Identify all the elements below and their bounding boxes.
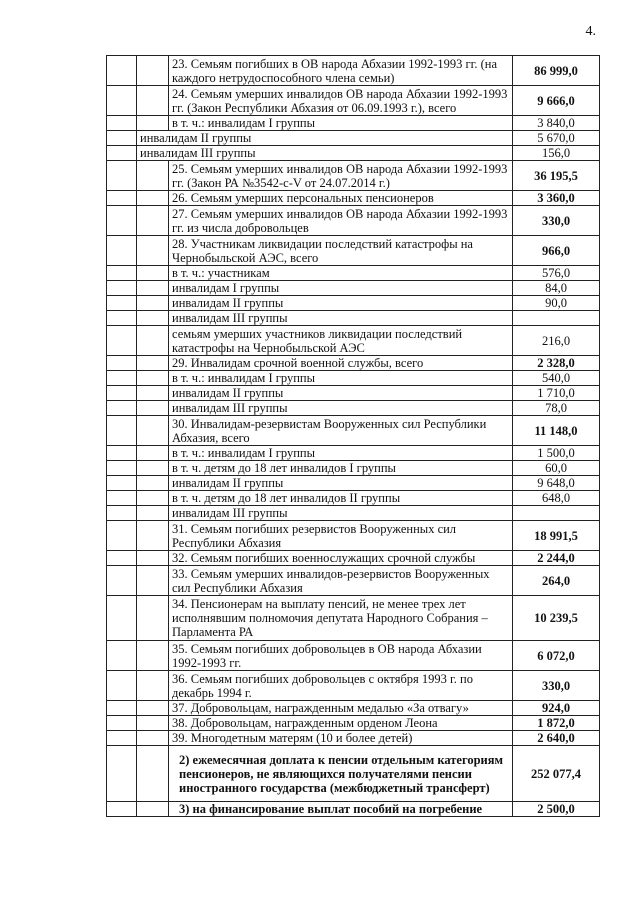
table-row [107,326,600,356]
empty-cell [137,296,169,311]
empty-cell [107,311,137,326]
row-description: в т. ч.: инвалидам I группы [169,446,513,461]
empty-cell [107,566,137,596]
row-description: 3) на финансирование выплат пособий на погребение [169,802,513,817]
row-amount: 9 648,0 [513,476,600,491]
row-amount: 216,0 [513,326,600,356]
row-amount: 5 670,0 [513,131,600,146]
empty-cell [107,416,137,446]
empty-cell [107,746,137,802]
row-amount: 156,0 [513,146,600,161]
row-description: 34. Пенсионерам на выплату пенсий, не менее трех лет исполнявшим полномочия депутата Народного Собрания – Парламента РА [169,596,513,641]
empty-cell [137,116,169,131]
row-amount: 60,0 [513,461,600,476]
table-row [107,476,600,491]
row-description: 39. Многодетным матерям (10 и более детей) [169,731,513,746]
row-amount [513,311,600,326]
row-amount: 540,0 [513,371,600,386]
empty-cell [137,206,169,236]
row-amount: 3 840,0 [513,116,600,131]
empty-cell [107,296,137,311]
empty-cell [137,401,169,416]
row-amount: 1 872,0 [513,716,600,731]
table-row [107,56,600,86]
table-row [107,386,600,401]
empty-cell [137,746,169,802]
empty-cell [107,521,137,551]
empty-cell [137,701,169,716]
row-amount: 84,0 [513,281,600,296]
empty-cell [107,116,137,131]
row-amount: 10 239,5 [513,596,600,641]
row-description: 36. Семьям погибших добровольцев с октября 1993 г. по декабрь 1994 г. [169,671,513,701]
empty-cell [107,131,137,146]
row-description: 37. Добровольцам, награжденным медалью «За отвагу» [169,701,513,716]
row-description: 33. Семьям умерших инвалидов-резервистов Вооруженных сил Республики Абхазия [169,566,513,596]
row-amount: 1 710,0 [513,386,600,401]
empty-cell [107,596,137,641]
empty-cell [107,476,137,491]
table-row [107,566,600,596]
empty-cell [107,371,137,386]
table-row [107,746,600,802]
row-description: 29. Инвалидам срочной военной службы, всего [169,356,513,371]
table-row [107,416,600,446]
row-description: инвалидам II группы [169,296,513,311]
table-row [107,161,600,191]
row-amount: 11 148,0 [513,416,600,446]
empty-cell [137,386,169,401]
empty-cell [137,491,169,506]
empty-cell [137,56,169,86]
row-description: 30. Инвалидам-резервистам Вооруженных сил Республики Абхазия, всего [169,416,513,446]
row-amount: 252 077,4 [513,746,600,802]
empty-cell [137,506,169,521]
row-description: 31. Семьям погибших резервистов Вооруженных сил Республики Абхазия [169,521,513,551]
row-description: 25. Семьям умерших инвалидов ОВ народа Абхазии 1992-1993 гг. (Закон РА №3542-с-V от 24.07.2014 г.) [169,161,513,191]
empty-cell [137,311,169,326]
empty-cell [137,802,169,817]
table-row [107,401,600,416]
empty-cell [137,671,169,701]
empty-cell [107,281,137,296]
empty-cell [107,236,137,266]
table-row [107,266,600,281]
page-number: 4. [585,24,596,39]
table-row [107,521,600,551]
row-description: в т. ч.: участникам [169,266,513,281]
row-description: 2) ежемесячная доплата к пенсии отдельным категориям пенсионеров, не являющихся получателями пенсии иностранного государства (межбюджетный трансферт) [169,746,513,802]
table-row [107,116,600,131]
empty-cell [107,191,137,206]
empty-cell [137,566,169,596]
row-amount: 9 666,0 [513,86,600,116]
row-amount: 2 328,0 [513,356,600,371]
empty-cell [107,56,137,86]
table-row [107,671,600,701]
row-description: в т. ч. детям до 18 лет инвалидов I группы [169,461,513,476]
row-amount: 966,0 [513,236,600,266]
row-amount: 576,0 [513,266,600,281]
empty-cell [137,521,169,551]
row-description: 38. Добровольцам, награжденным орденом Леона [169,716,513,731]
empty-cell [107,701,137,716]
empty-cell [137,716,169,731]
table-row [107,311,600,326]
empty-cell [137,371,169,386]
row-amount: 36 195,5 [513,161,600,191]
row-description: инвалидам III группы [169,401,513,416]
table-row [107,596,600,641]
row-description: инвалидам III группы [137,146,513,161]
empty-cell [107,356,137,371]
table-row [107,641,600,671]
table-row [107,461,600,476]
table-row [107,86,600,116]
empty-cell [137,596,169,641]
row-amount: 86 999,0 [513,56,600,86]
row-amount: 924,0 [513,701,600,716]
row-amount: 2 500,0 [513,802,600,817]
row-description: 24. Семьям умерших инвалидов ОВ народа Абхазии 1992-1993 гг. (Закон Республики Абхазия от 06.09.1993 г.), всего [169,86,513,116]
table-row [107,551,600,566]
table-row [107,356,600,371]
row-description: 27. Семьям умерших инвалидов ОВ народа Абхазии 1992-1993 гг. из числа добровольцев [169,206,513,236]
row-amount: 264,0 [513,566,600,596]
table-row [107,446,600,461]
empty-cell [137,356,169,371]
empty-cell [107,731,137,746]
table-row [107,491,600,506]
row-description: инвалидам II группы [169,476,513,491]
empty-cell [137,86,169,116]
row-amount [513,506,600,521]
empty-cell [107,716,137,731]
empty-cell [107,491,137,506]
row-description: 23. Семьям погибших в ОВ народа Абхазии 1992-1993 гг. (на каждого нетрудоспособного члена семьи) [169,56,513,86]
row-description: 32. Семьям погибших военнослужащих срочной службы [169,551,513,566]
row-description: 28. Участникам ликвидации последствий катастрофы на Чернобыльской АЭС, всего [169,236,513,266]
row-amount: 330,0 [513,671,600,701]
row-amount: 78,0 [513,401,600,416]
empty-cell [107,446,137,461]
empty-cell [137,446,169,461]
empty-cell [137,476,169,491]
empty-cell [137,281,169,296]
budget-table [106,55,600,817]
empty-cell [137,461,169,476]
empty-cell [107,671,137,701]
empty-cell [107,326,137,356]
row-description: 35. Семьям погибших добровольцев в ОВ народа Абхазии 1992-1993 гг. [169,641,513,671]
table-row [107,206,600,236]
empty-cell [107,506,137,521]
empty-cell [107,86,137,116]
table-row [107,146,600,161]
empty-cell [107,266,137,281]
empty-cell [137,416,169,446]
empty-cell [107,161,137,191]
row-description: семьям умерших участников ликвидации последствий катастрофы на Чернобыльской АЭС [169,326,513,356]
table-row [107,236,600,266]
empty-cell [107,551,137,566]
table-row [107,716,600,731]
empty-cell [137,326,169,356]
empty-cell [107,802,137,817]
table-row [107,802,600,817]
table-row [107,296,600,311]
empty-cell [137,161,169,191]
row-amount: 330,0 [513,206,600,236]
row-description: инвалидам II группы [137,131,513,146]
empty-cell [137,266,169,281]
empty-cell [107,461,137,476]
row-amount: 2 640,0 [513,731,600,746]
row-description: в т. ч.: инвалидам I группы [169,371,513,386]
empty-cell [137,641,169,671]
empty-cell [137,236,169,266]
row-description: в т. ч.: инвалидам I группы [169,116,513,131]
table-row [107,131,600,146]
table-row [107,701,600,716]
table-row [107,506,600,521]
empty-cell [137,731,169,746]
row-description: 26. Семьям умерших персональных пенсионеров [169,191,513,206]
row-amount: 648,0 [513,491,600,506]
table-row [107,731,600,746]
empty-cell [137,191,169,206]
row-description: инвалидам I группы [169,281,513,296]
row-amount: 6 072,0 [513,641,600,671]
row-description: в т. ч. детям до 18 лет инвалидов II группы [169,491,513,506]
empty-cell [107,386,137,401]
row-description: инвалидам III группы [169,506,513,521]
row-amount: 3 360,0 [513,191,600,206]
row-amount: 1 500,0 [513,446,600,461]
empty-cell [107,206,137,236]
table-row [107,281,600,296]
empty-cell [107,401,137,416]
row-amount: 2 244,0 [513,551,600,566]
row-amount: 90,0 [513,296,600,311]
empty-cell [107,146,137,161]
table-row [107,191,600,206]
row-description: инвалидам III группы [169,311,513,326]
empty-cell [107,641,137,671]
table-row [107,371,600,386]
row-amount: 18 991,5 [513,521,600,551]
empty-cell [137,551,169,566]
row-description: инвалидам II группы [169,386,513,401]
